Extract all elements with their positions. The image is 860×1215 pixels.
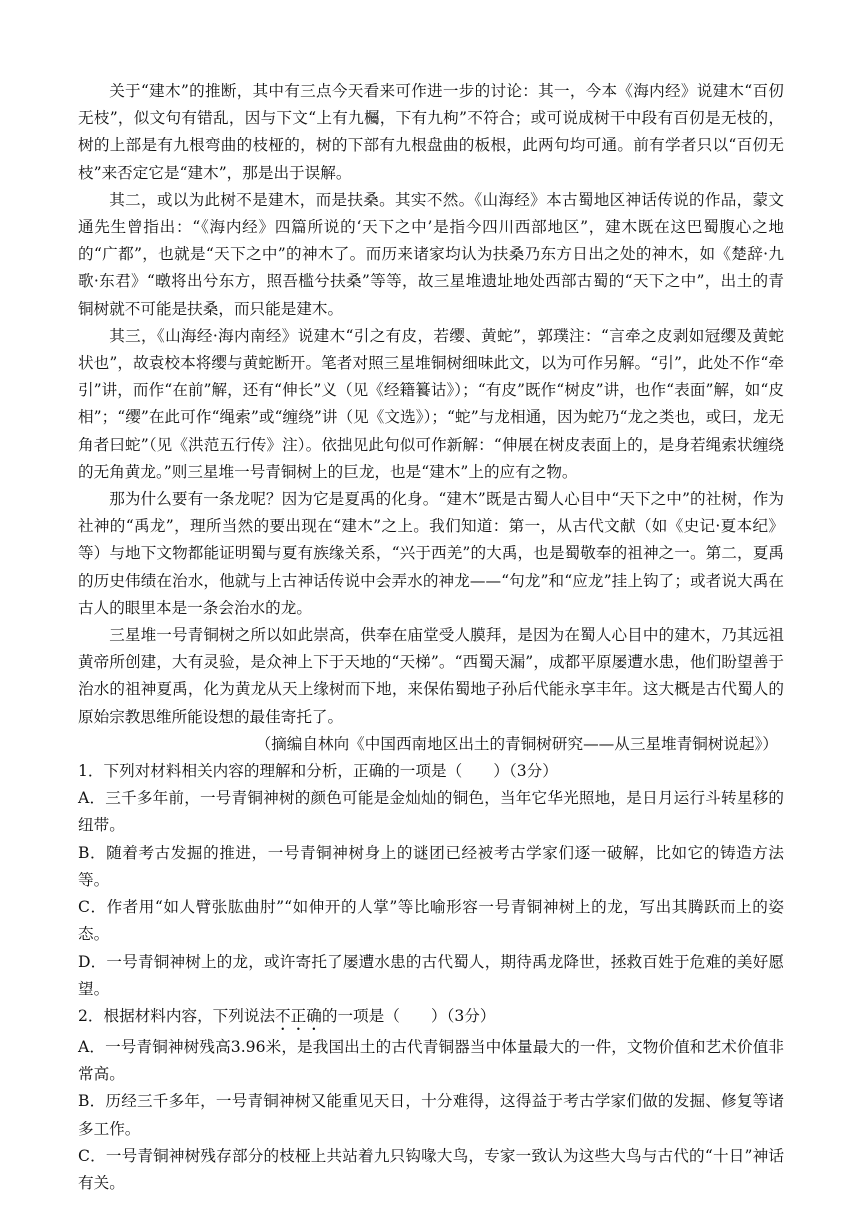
question-1-stem: 1．下列对材料相关内容的理解和分析，正确的一项是（ ）（3分） <box>78 762 558 781</box>
passage-paragraph-2: 其二，或以为此树不是建木，而是扶桑。其实不然。《山海经》本古蜀地区神话传说的作品，蒙文通先生曾指出：“《海内经》四篇所说的‘天下之中’是指今四川西部地区”，建木既在这巴蜀腹心之地的“广都”，也就是“天下之中”的神木了。而历来诸家均认为扶桑乃东方日出之处的神木，如《楚辞·九歌·东君》“暾将出兮东方，照吾槛兮扶桑”等等，故三星堆遗址地处西部古蜀的“天下之中”，出土的青铜树就不可能是扶桑，而只能是建木。 <box>78 190 784 318</box>
question-2-stem-pre: 2．根据材料内容，下列说法 <box>78 1006 276 1025</box>
question-2-option-c: C．一号青铜神树残存部分的枝桠上共站着九只钩喙大鸟，专家一致认为这些大鸟与古代的“十日”神话有关。 <box>78 1146 784 1192</box>
question-1-option-c: C．作者用“如人臂张肱曲肘”“如伸开的人掌”等比喻形容一号青铜神树上的龙，写出其腾跃而上的姿态。 <box>78 898 784 944</box>
passage-paragraph-1: 关于“建木”的推断，其中有三点今天看来可作进一步的讨论：其一，今本《海内经》说建木“百仞无枝”，似文句有错乱，因与下文“上有九欘，下有九枸”不符合；或可说成树干中段有百仞是无枝的，树的上部是有九根弯曲的枝桠的，树的下部有九根盘曲的板根，此两句均可通。前有学者只以“百仞无枝”来否定它是“建木”，那是出于误解。 <box>78 82 784 182</box>
passage-paragraph-4: 那为什么要有一条龙呢？因为它是夏禹的化身。“建木”既是古蜀人心目中“天下之中”的社树，作为社神的“禹龙”，理所当然的要出现在“建木”之上。我们知道：第一，从古代文献（如《史记·夏本纪》等）与地下文物都能证明蜀与夏有族缘关系，“兴于西羌”的大禹，也是蜀敬奉的祖神之一。第二，夏禹的历史伟绩在治水，他就与上古神话传说中会弄水的神龙——“句龙”和“应龙”挂上钩了；或者说大禹在古人的眼里本是一条会治水的龙。 <box>78 490 784 617</box>
question-2-stem-emphasis: 不正确 <box>275 1006 322 1025</box>
document-page <box>78 78 784 1197</box>
passage-paragraph-5: 三星堆一号青铜树之所以如此崇高，供奉在庙堂受人膜拜，是因为在蜀人心目中的建木，乃其远祖黄帝所创建，大有灵验，是众神上下于天地的“天梯”。“西蜀天漏”，成都平原屡遭水患，他们盼望善于治水的祖神夏禹，化为黄龙从天上缘树而下地，来保佑蜀地子孙后代能永享丰年。这大概是古代蜀人的原始宗教思维所能设想的最佳寄托了。 <box>78 626 784 726</box>
passage-paragraph-3: 其三，《山海经·海内南经》说建木“引之有皮，若缨、黄蛇”，郭璞注：“言牵之皮剥如冠缨及黄蛇状也”，故袁校本将缨与黄蛇断开。笔者对照三星堆铜树细味此文，以为可作另解。“引”，此处不作“牵引”讲，而作“在前”解，还有“伸长”义（见《经籍籑诂》）；“有皮”既作“树皮”讲，也作“表面”解，如“皮相”；“缨”在此可作“绳索”或“缠绕”讲（见《文选》）；“蛇”与龙相通，因为蛇乃“龙之类也，或曰，龙无角者曰蛇”（见《洪范五行传》注）。依拙见此句似可作新解：“伸展在树皮表面上的，是身若绳索状缠绕的无角黄龙。”则三星堆一号青铜树上的巨龙，也是“建木”上的应有之物。 <box>78 326 784 481</box>
question-1-option-d: D．一号青铜神树上的龙，或许寄托了屡遭水患的古代蜀人，期待禹龙降世，拯救百姓于危难的美好愿望。 <box>78 952 784 998</box>
question-2-option-a: A．一号青铜神树残高3.96米，是我国出土的古代青铜器当中体量最大的一件，文物价值和艺术价值非常高。 <box>78 1037 784 1084</box>
question-2-stem <box>78 1003 784 1034</box>
question-1-option-a: A．三千多年前，一号青铜神树的颜色可能是金灿灿的铜色，当年它华光照地，是日月运行斗转星移的纽带。 <box>78 789 784 835</box>
question-2-stem-post: 的一项是（ ）（3分） <box>321 1006 496 1025</box>
question-2-option-b: B．历经三千多年，一号青铜神树又能重见天日，十分难得，这得益于考古学家们做的发掘、修复等诸多工作。 <box>78 1092 784 1138</box>
question-1-option-b: B．随着考古发掘的推进，一号青铜神树身上的谜团已经被考古学家们逐一破解，比如它的铸造方法等。 <box>78 843 784 889</box>
source-citation: （摘编自林向《中国西南地区出土的青铜树研究——从三星堆青铜树说起》） <box>255 734 778 753</box>
